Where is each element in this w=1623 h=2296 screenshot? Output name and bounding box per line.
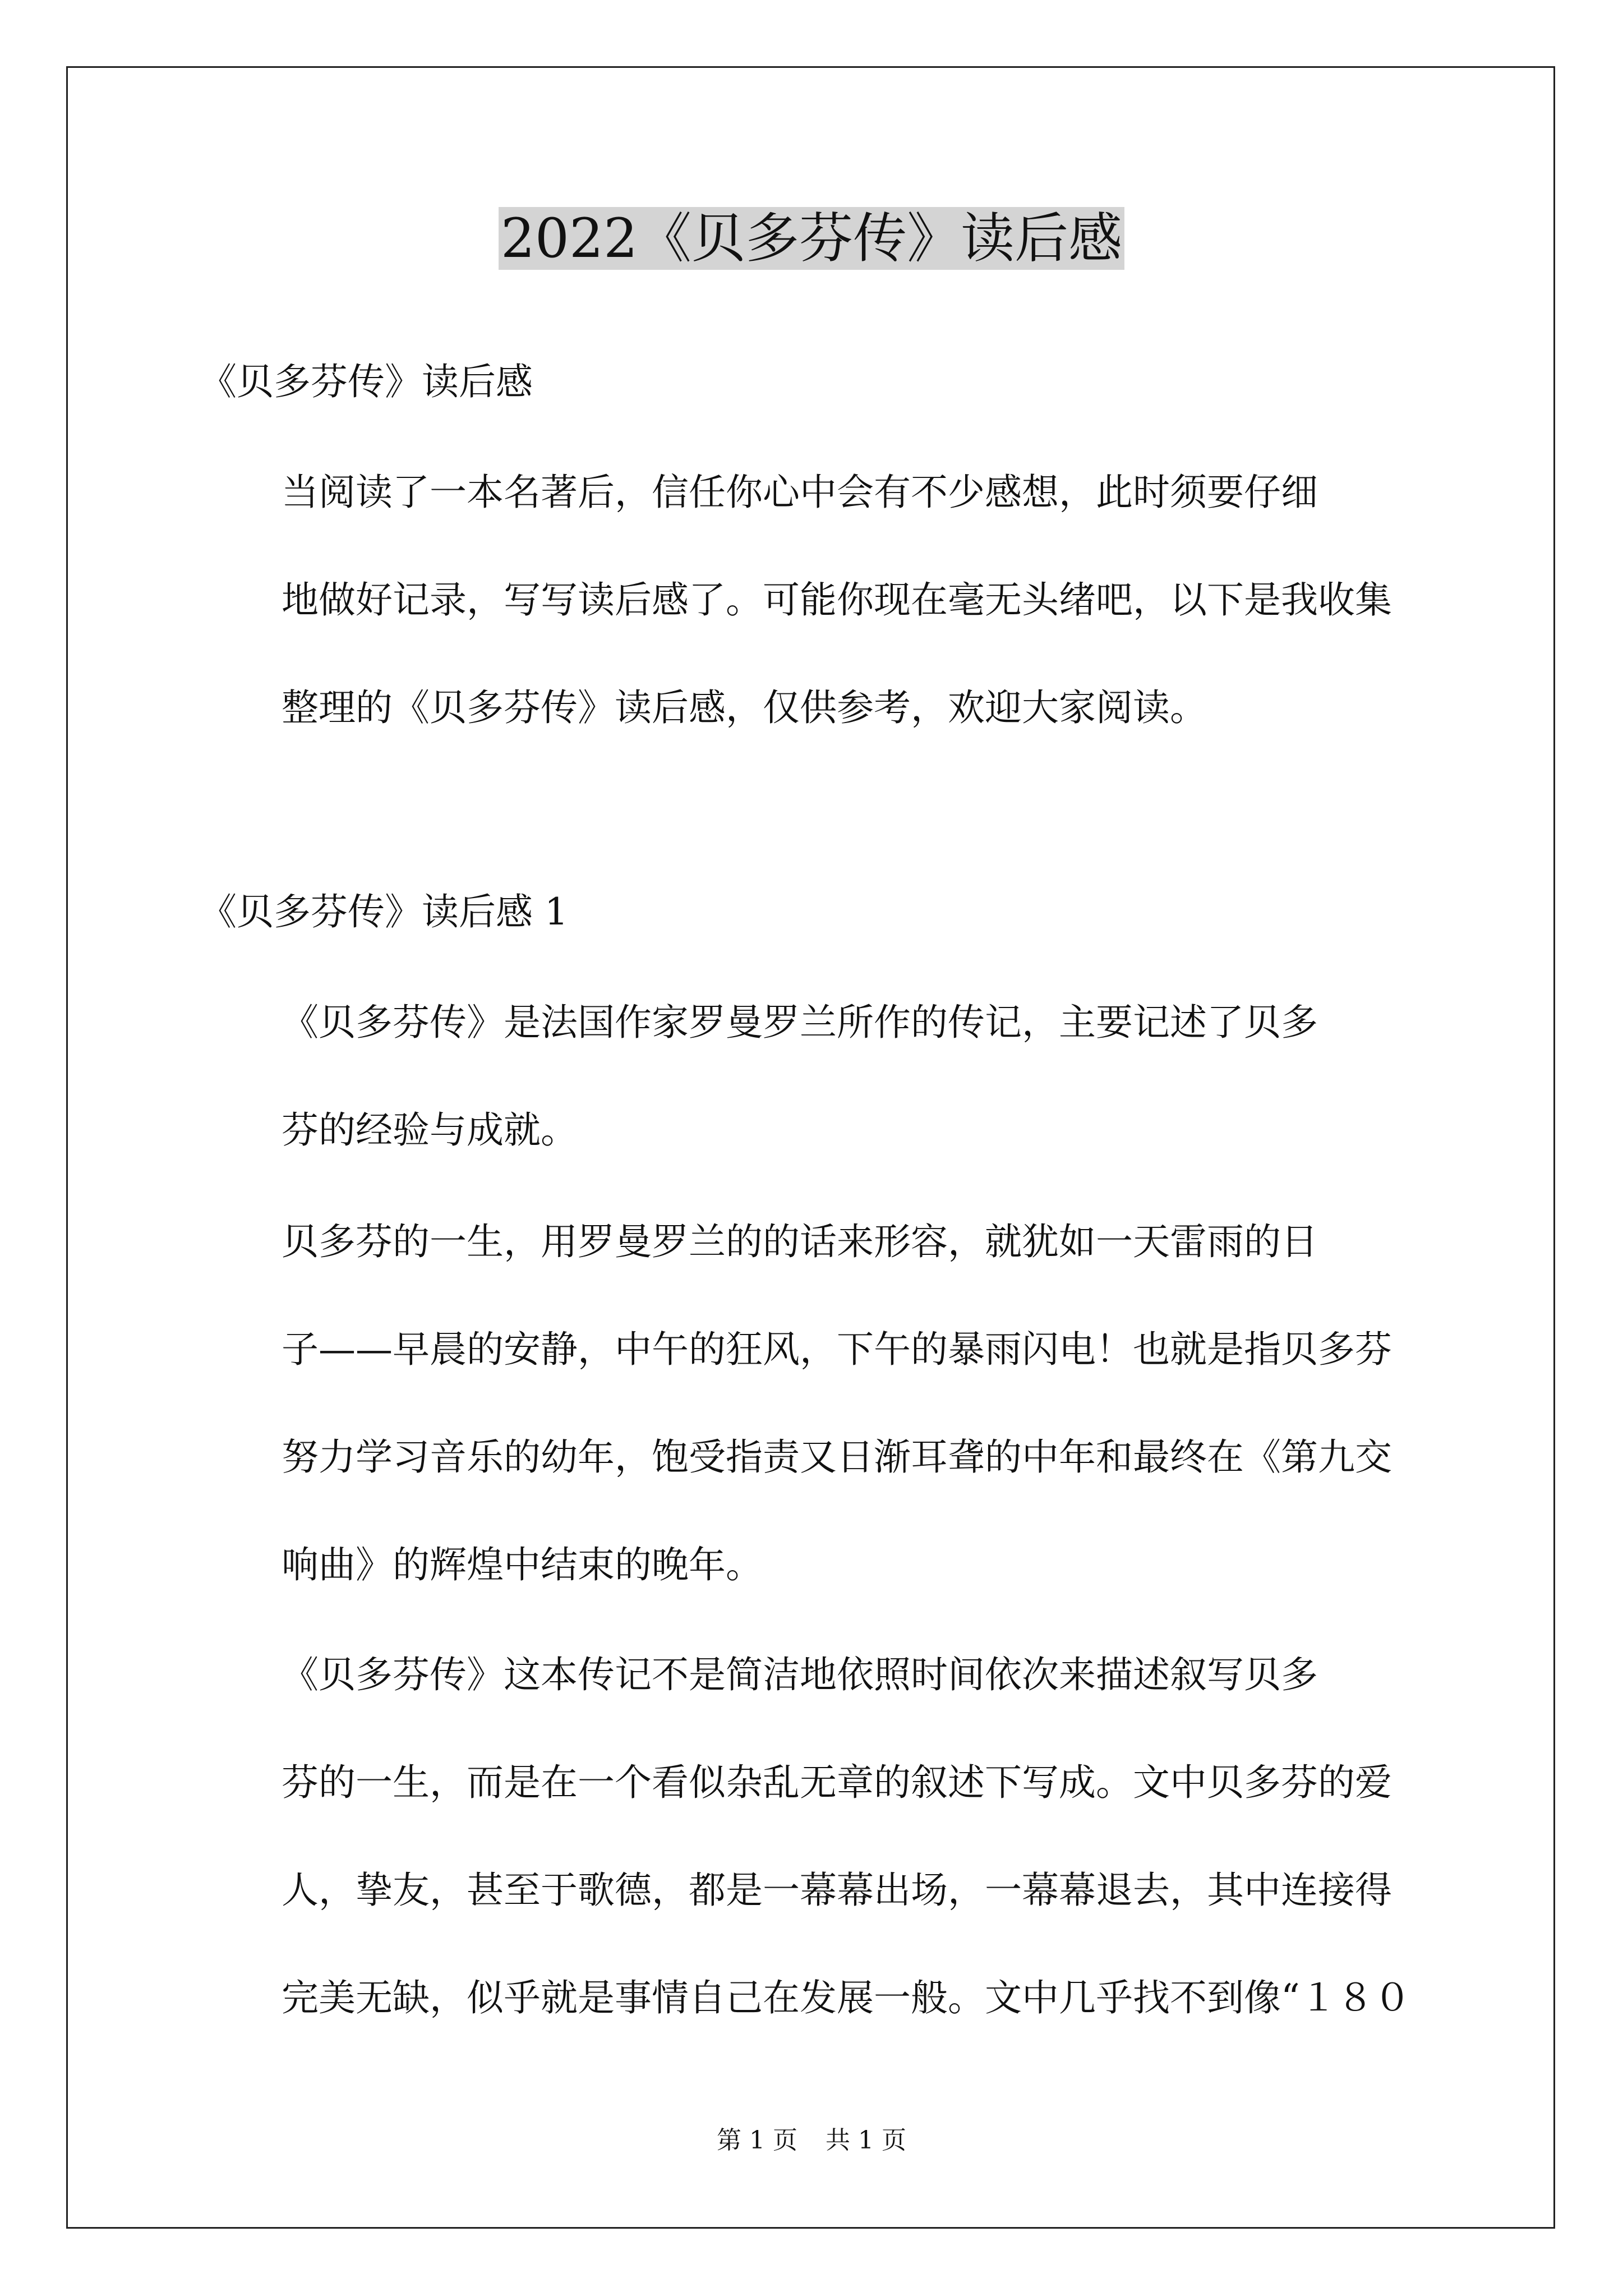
paragraph-line: 芬的经验与成就。 — [282, 1108, 578, 1152]
body-paragraph — [200, 1621, 1428, 2052]
title-text: 2022《贝多芬传》读后感 — [499, 207, 1124, 270]
paragraph-line: 完美无缺，似乎就是事情自己在发展一般。文中几乎找不到像“１８０ — [282, 1976, 1411, 2019]
body-paragraph — [200, 969, 1428, 1184]
page-number: 第 1 页 — [717, 2126, 797, 2155]
section-heading: 《贝多芬传》读后感 1 — [200, 890, 568, 933]
intro-line: 当阅读了一本名著后，信任你心中会有不少感想，此时须要仔细 — [282, 471, 1318, 514]
document-title — [0, 199, 1623, 278]
intro-line: 地做好记录，写写读后感了。可能你现在毫无头绪吧，以下是我收集 — [282, 578, 1392, 622]
paragraph-line: 子——早晨的安静，中午的狂风，下午的暴雨闪电！也就是指贝多芬 — [282, 1328, 1392, 1371]
total-pages: 共 1 页 — [826, 2126, 906, 2155]
paragraph-line: 《贝多芬传》这本传记不是简洁地依照时间依次来描述叙写贝多 — [282, 1653, 1318, 1696]
paragraph-line: 人，挚友，甚至于歌德，都是一幕幕出场，一幕幕退去，其中连接得 — [282, 1869, 1392, 1912]
subtitle: 《贝多芬传》读后感 — [200, 360, 533, 403]
intro-paragraph — [200, 439, 1428, 762]
paragraph-line: 《贝多芬传》是法国作家罗曼罗兰所作的传记，主要记述了贝多 — [282, 1001, 1318, 1044]
body-paragraph — [200, 1188, 1428, 1619]
paragraph-line: 努力学习音乐的幼年，饱受指责又日渐耳聋的中年和最终在《第九交 — [282, 1435, 1392, 1479]
paragraph-line: 贝多芬的一生，用罗曼罗兰的的话来形容，就犹如一天雷雨的日 — [282, 1220, 1318, 1263]
paragraph-line: 芬的一生，而是在一个看似杂乱无章的叙述下写成。文中贝多芬的爱 — [282, 1761, 1392, 1804]
paragraph-line: 响曲》的辉煌中结束的晚年。 — [282, 1543, 763, 1586]
page-footer — [0, 2124, 1623, 2157]
intro-line: 整理的《贝多芬传》读后感，仅供参考，欢迎大家阅读。 — [282, 686, 1207, 729]
